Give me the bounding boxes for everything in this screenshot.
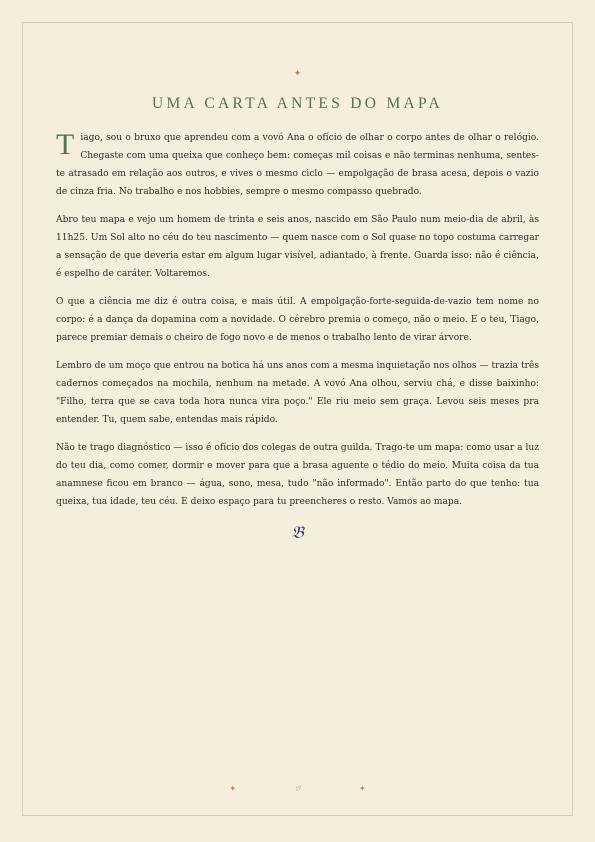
- footer-star-right-icon: ✦: [358, 784, 366, 793]
- drop-cap: T: [56, 128, 75, 161]
- page-footer: [0, 785, 595, 793]
- monogram-icon: 𝔅: [291, 523, 304, 543]
- footer-star-left-icon: ✦: [229, 784, 237, 793]
- paragraph-3: O que a ciência me diz é outra coisa, e mais útil. A empolgação-forte-seguida-de-vazio tem nome no corpo: é a dança da dopamina com a novidade. O cérebro premia o começo, não o meio. E o teu, Tiago, parece premiar demais o cheiro de fogo novo e de menos o trabalho lento de virar árvore.: [56, 297, 539, 343]
- page-title: UMA CARTA ANTES DO MAPA: [151, 95, 444, 112]
- paragraph-5: Não te trago diagnóstico — isso é ofício dos colegas de outra guilda. Trago-te um mapa: como usar a luz do teu dia, como comer, dormir e mover para que a brasa aguente o tédio do meio. Muita coisa da tua anamnese ficou em branco — água, sono, mesa, tudo "não informado". Então parto do que tenho: tua queixa, tua idade, teu céu. E deixo espaço para tu preencheres o resto. Vamos ao mapa.: [56, 443, 539, 507]
- paragraph-2: Abro teu mapa e vejo um homem de trinta e seis anos, nascido em São Paulo num meio-dia de abril, às 11h25. Um Sol alto no céu do teu nascimento — quem nasce com o Sol quase no topo costuma carregar a sensação de que deveria estar em algum lugar visível, adiantado, à frente. Guarda isso: não é ciência, é espelho de caráter. Voltaremos.: [56, 215, 539, 279]
- letter-body: [56, 129, 539, 521]
- top-ornament-icon: ✦: [293, 69, 302, 79]
- paragraph-1-text: iago, sou o bruxo que aprendeu com a vovó Ana o ofício de olhar o corpo antes de olhar o relógio. Chegaste com uma queixa que conheço bem: começas mil coisas e não terminas nenhuma, sentes-te atrasado em relação aos outros, e vives o mesmo ciclo — empolgação de brasa acesa, depois o vazio de cinza fria. No trabalho e nos hobbies, sempre o mesmo compasso quebrado.: [56, 133, 539, 197]
- paragraph-1: [56, 129, 539, 201]
- footer-monogram: 𝔅: [294, 784, 301, 793]
- paragraph-4: Lembro de um moço que entrou na botica há uns anos com a mesma inquietação nos olhos — trazia três cadernos começados na mochila, nenhum na metade. A vovó Ana olhou, serviu chá, e disse baixinho: "Filho, terra que se cava toda hora nunca vira poço." Ele riu meio sem graça. Levou seis meses pra entender. Tu, quem sabe, entendas mais rápido.: [56, 361, 539, 425]
